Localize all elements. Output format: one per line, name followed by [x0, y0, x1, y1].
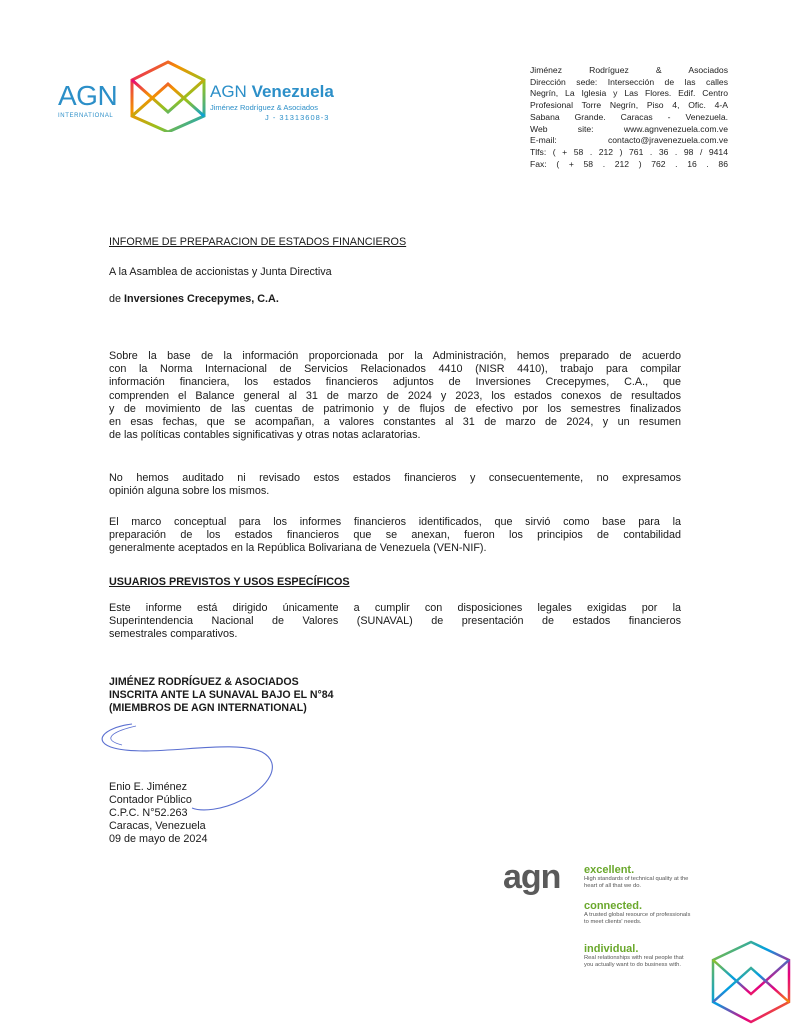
signer-name: Enio E. Jiménez [109, 781, 188, 793]
brand-name: AGN Venezuela [210, 82, 334, 101]
brand-rif: J - 31313608-3 [265, 113, 330, 122]
address-fax: Fax: ( + 58 . 212 ) 762 . 16 . 86 [530, 158, 728, 169]
agn-hexagon-footer-icon [703, 938, 791, 1024]
paragraph-line: con la Norma Internacional de Servicios Relacionados 4410 (NISR 4410), trabajo para compilar [109, 363, 681, 376]
agn-international-text: INTERNATIONAL [58, 113, 114, 119]
paragraph-framework [109, 516, 681, 556]
paragraph-compilation [109, 350, 681, 442]
slogan-connected: connected. A trusted global resource of professionals to meet clients' needs. [584, 900, 691, 925]
agn-logo-text: AGN [58, 80, 118, 111]
firm-line: (MIEMBROS DE AGN INTERNATIONAL) [109, 702, 307, 714]
brand-subtitle: Jiménez Rodríguez & Asociados [210, 103, 318, 112]
slogan-individual: individual. Real relationships with real people that you actually want to do business with. [584, 943, 684, 968]
firm-address [530, 65, 728, 170]
signer-city: Caracas, Venezuela [109, 820, 206, 832]
paragraph-line: Superintendencia Nacional de Valores (SUNAVAL) de presentación de estados financieros [109, 615, 681, 628]
paragraph-line: generalmente aceptados en la República Bolivariana de Venezuela (VEN-NIF). [109, 542, 487, 555]
slogan-excellent: excellent. High standards of technical quality at the heart of all that we do. [584, 864, 689, 889]
address-line: Dirección sede: Intersección de las calles [530, 76, 728, 87]
report-company: de Inversiones Crecepymes, C.A. [109, 293, 279, 305]
address-web: Web site: www.agnvenezuela.com.ve [530, 123, 728, 134]
agn-footer-logo: agn [503, 858, 561, 896]
paragraph-line: opinión alguna sobre los mismos. [109, 485, 270, 498]
firm-signature-block [109, 676, 334, 715]
address-line: Negrín, La Iglesia y Las Flores. Edif. Centro [530, 88, 728, 99]
paragraph-line: Sobre la base de la información proporcionada por la Administración, hemos preparado de acuerdo [109, 350, 681, 362]
paragraph-line: preparación de los estados financieros que se anexan, fueron los principios de contabilidad [109, 529, 681, 542]
firm-line: INSCRITA ANTE LA SUNAVAL BAJO EL N°84 [109, 689, 334, 701]
paragraph-line: información financiera, los estados financieros adjuntos de Inversiones Crecepymes, C.A., que [109, 376, 681, 389]
firm-line: JIMÉNEZ RODRÍGUEZ & ASOCIADOS [109, 676, 299, 688]
paragraph-users [109, 602, 681, 642]
address-phone: Tlfs: ( + 58 . 212 ) 761 . 36 . 98 / 9414 [530, 146, 728, 157]
paragraph-line: de las políticas contables significativas y otras notas aclaratorias. [109, 429, 421, 442]
paragraph-line: Este informe está dirigido únicamente a cumplir con disposiciones legales exigidas por la [109, 602, 681, 614]
address-line: Profesional Torre Negrín, Piso 4, Ofic. 4-A [530, 100, 728, 111]
paragraph-line: comprenden el Balance general al 31 de marzo de 2024 y 2023, los estados conexos de resultados [109, 389, 681, 402]
paragraph-line: semestrales comparativos. [109, 628, 238, 641]
section-title: USUARIOS PREVISTOS Y USOS ESPECÍFICOS [109, 576, 350, 588]
signer-title: Contador Público [109, 794, 192, 806]
report-title: INFORME DE PREPARACION DE ESTADOS FINANCIEROS [109, 236, 407, 248]
paragraph-line: en esas fechas, que se acompañan, a valores constantes al 31 de marzo de 2024, y un resumen [109, 416, 681, 429]
paragraph-line: y de movimiento de las cuentas de patrimonio y de flujos de efectivo por los semestres finalizados [109, 402, 681, 415]
address-email: E-mail: contacto@jravenezuela.com.ve [530, 135, 728, 146]
signer-license: C.P.C. N°52.263 [109, 807, 188, 819]
address-line: Sabana Grande. Caracas - Venezuela. [530, 111, 728, 122]
company-name: Inversiones Crecepymes, C.A. [124, 293, 279, 305]
paragraph-line: No hemos auditado ni revisado estos estados financieros y consecuentemente, no expresamos [109, 472, 681, 484]
address-line: Jiménez Rodríguez & Asociados [530, 65, 728, 75]
report-addressee: A la Asamblea de accionistas y Junta Directiva [109, 266, 332, 278]
signer-block [109, 781, 207, 846]
signer-date: 09 de mayo de 2024 [109, 833, 208, 845]
paragraph-line: El marco conceptual para los informes financieros identificados, que sirvió como base para la [109, 516, 681, 528]
paragraph-no-audit [109, 472, 681, 498]
